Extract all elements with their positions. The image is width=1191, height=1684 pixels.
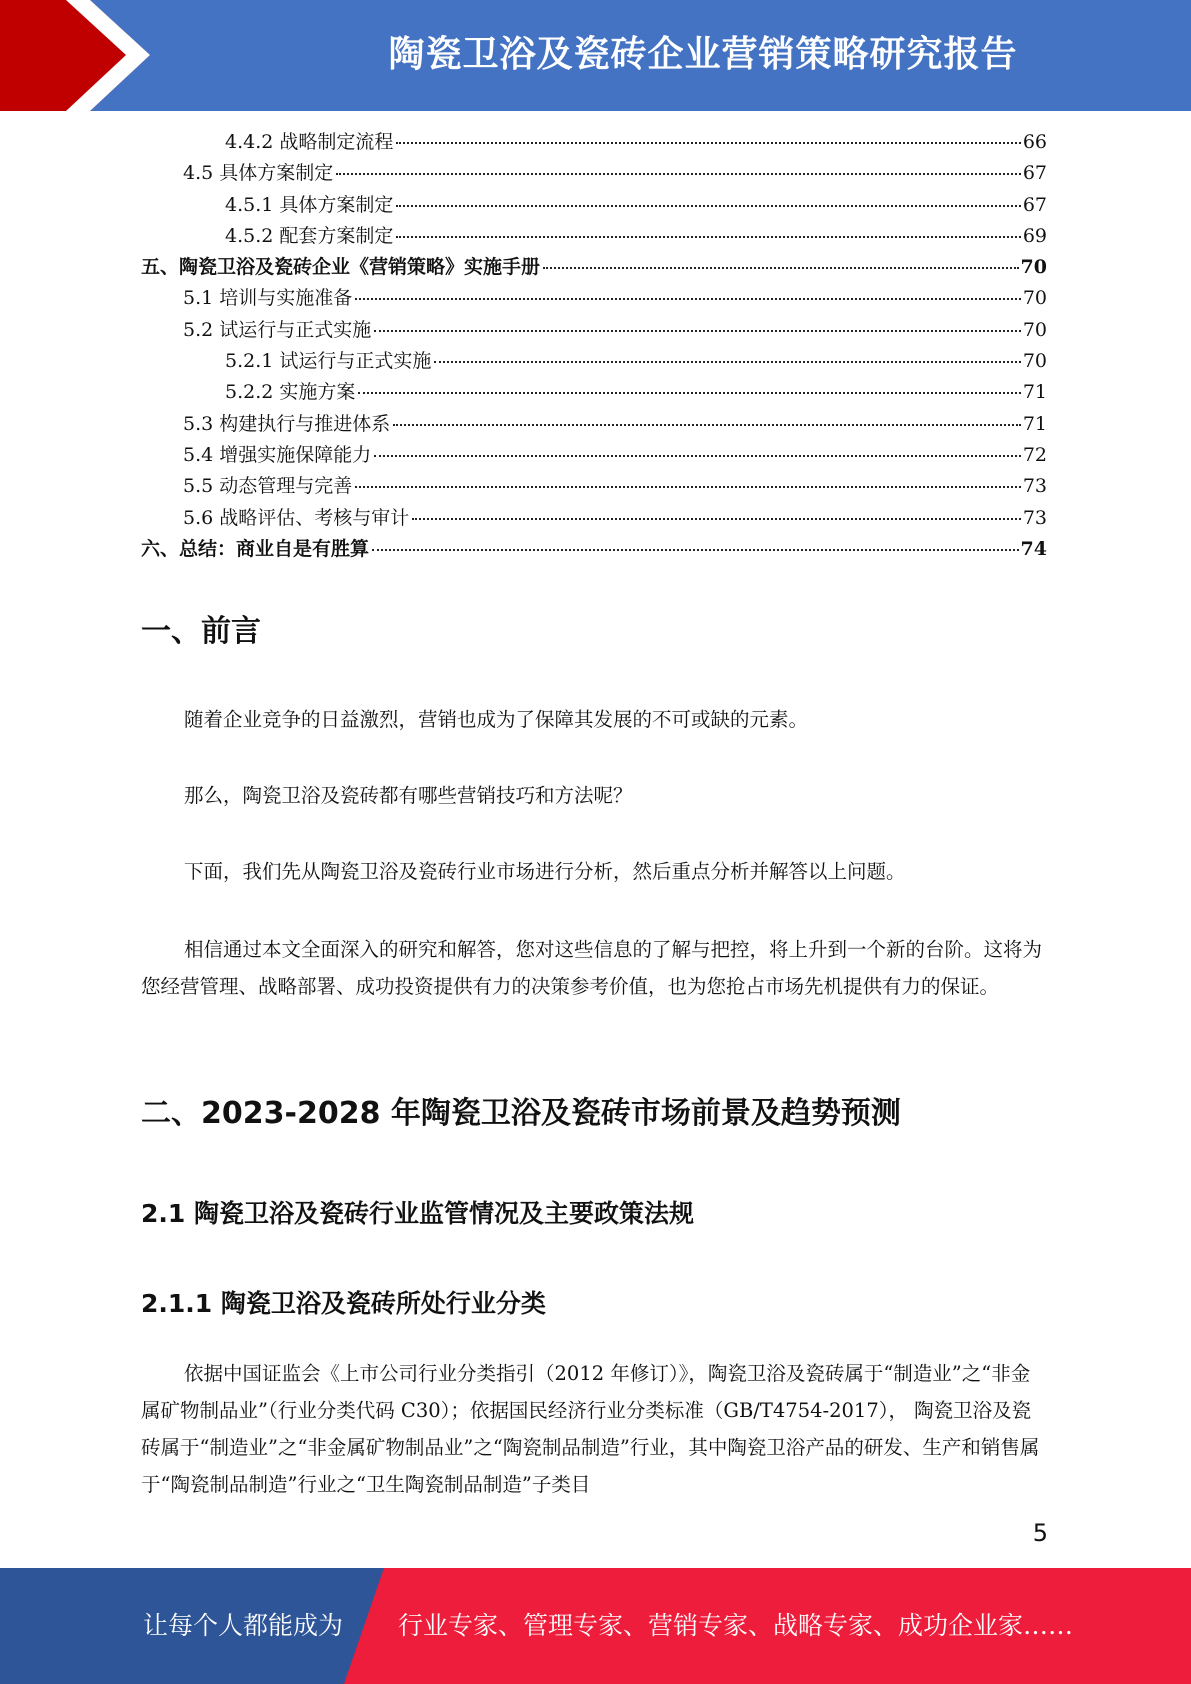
- toc-entry-page: 70: [1022, 287, 1047, 310]
- section-heading-preface: 一、前言: [141, 614, 261, 649]
- paragraph: 下面，我们先从陶瓷卫浴及瓷砖行业市场进行分析，然后重点分析并解答以上问题。: [184, 860, 906, 883]
- toc-dot-leader: [396, 236, 1020, 238]
- page-header: [0, 0, 1191, 111]
- toc-dot-leader: [336, 173, 1021, 175]
- toc-entry-title: 实施方案: [279, 381, 356, 404]
- toc-entry-page: 66: [1022, 131, 1047, 153]
- toc-entry-page: 73: [1022, 475, 1047, 498]
- subsection-heading: 2.1.1 陶瓷卫浴及瓷砖所处行业分类: [141, 1289, 546, 1318]
- toc-dot-leader: [358, 392, 1020, 394]
- subsection-heading: 2.1 陶瓷卫浴及瓷砖行业监管情况及主要政策法规: [141, 1199, 694, 1228]
- toc-entry-page: 70: [1022, 350, 1047, 373]
- toc-entry-title: 配套方案制定: [279, 224, 394, 247]
- toc-entry-title: 试运行与正式实施: [219, 318, 372, 341]
- toc-dot-leader: [396, 142, 1020, 144]
- page-footer: [0, 1568, 1191, 1684]
- toc-entry-number: 5.2.2: [225, 381, 274, 404]
- toc-entry-page: 70: [1022, 318, 1047, 341]
- toc-entry-title: 战略制定流程: [279, 131, 394, 153]
- toc-entry-number: 4.5.1: [225, 193, 274, 216]
- toc-entry-number: 5.6: [183, 506, 214, 529]
- toc-dot-leader: [393, 424, 1021, 426]
- toc-dot-leader: [355, 486, 1021, 488]
- toc-entry-title: 五、陶瓷卫浴及瓷砖企业《营销策略》实施手册: [141, 256, 541, 279]
- toc-entry-number: 4.5: [183, 162, 214, 185]
- toc-dot-leader: [396, 205, 1020, 207]
- footer-slogan-right: 行业专家、管理专家、营销专家、战略专家、成功企业家……: [398, 1611, 1074, 1640]
- toc-entry-page: 71: [1022, 412, 1047, 435]
- toc-entry-page: 70: [1020, 256, 1047, 279]
- toc-entry-title: 构建执行与推进体系: [219, 412, 391, 435]
- toc-entry-title: 培训与实施准备: [219, 287, 353, 310]
- header-title: 陶瓷卫浴及瓷砖企业营销策略研究报告: [388, 34, 1018, 75]
- toc-entry-page: 69: [1022, 224, 1047, 247]
- page-number: 5: [1032, 1519, 1048, 1547]
- toc-entry[interactable]: [141, 346, 1047, 377]
- section-heading-market-forecast: 二、2023-2028 年陶瓷卫浴及瓷砖市场前景及趋势预测: [141, 1096, 901, 1131]
- toc-dot-leader: [412, 518, 1021, 520]
- toc-dot-leader: [434, 361, 1020, 363]
- toc-entry-number: 4.5.2: [225, 224, 274, 247]
- toc-entry-title: 增强实施保障能力: [219, 443, 372, 466]
- toc-dot-leader: [374, 455, 1021, 457]
- toc-dot-leader: [543, 267, 1019, 269]
- toc-dot-leader: [374, 330, 1021, 332]
- toc-entry[interactable]: [141, 440, 1047, 471]
- toc-entry[interactable]: [141, 252, 1047, 283]
- toc-entry[interactable]: [141, 158, 1047, 189]
- toc-entry-page: 73: [1022, 506, 1047, 529]
- toc-entry-page: 71: [1022, 381, 1047, 404]
- paragraph: 那么，陶瓷卫浴及瓷砖都有哪些营销技巧和方法呢？: [184, 784, 633, 807]
- toc-entry-page: 72: [1022, 443, 1047, 466]
- toc-dot-leader: [372, 549, 1019, 551]
- toc-entry-page: 67: [1022, 193, 1047, 216]
- toc-entry-title: 动态管理与完善: [219, 475, 353, 498]
- toc-entry-number: 5.2: [183, 318, 214, 341]
- toc-entry[interactable]: [141, 471, 1047, 502]
- toc-entry[interactable]: [141, 409, 1047, 440]
- toc-entry[interactable]: [141, 221, 1047, 252]
- toc-entry-number: 5.4: [183, 443, 214, 466]
- toc-entry-title: 具体方案制定: [219, 162, 334, 185]
- toc-entry-title: 六、总结：商业自是有胜算: [141, 537, 370, 560]
- toc-entry-title: 具体方案制定: [279, 193, 394, 216]
- toc-entry-number: 5.2.1: [225, 350, 274, 373]
- table-of-contents: [141, 127, 1047, 565]
- toc-entry[interactable]: [141, 283, 1047, 314]
- paragraph: 随着企业竞争的日益激烈，营销也成为了保障其发展的不可或缺的元素。: [184, 708, 809, 731]
- toc-entry-title: 战略评估、考核与审计: [219, 506, 410, 529]
- toc-entry-page: 74: [1020, 537, 1047, 560]
- toc-entry-number: 5.5: [183, 475, 214, 498]
- toc-entry-title: 试运行与正式实施: [279, 350, 432, 373]
- toc-entry-number: 5.1: [183, 287, 214, 310]
- toc-dot-leader: [355, 298, 1021, 300]
- paragraph: 依据中国证监会《上市公司行业分类指引（2012 年修订）》，陶瓷卫浴及瓷砖属于“制造业”之“非金属矿物制品业”（行业分类代码 C30）；依据国民经济行业分类标准（GB/T4754-2017）， 陶瓷卫浴及瓷砖属于“制造业”之“非金属矿物制品业”之“陶瓷制品制造”行业，其中陶瓷卫浴产品的研发、生产和销售属于“陶瓷制品制造”行业之“卫生陶瓷制品制造”子类目: [141, 1362, 1040, 1496]
- toc-entry-page: 67: [1022, 162, 1047, 185]
- toc-entry[interactable]: [141, 190, 1047, 221]
- toc-entry-number: 5.3: [183, 412, 214, 435]
- toc-entry[interactable]: [141, 127, 1047, 158]
- paragraph: 相信通过本文全面深入的研究和解答，您对这些信息的了解与把控，将上升到一个新的台阶。这将为您经营管理、战略部署、成功投资提供有力的决策参考价值，也为您抢占市场先机提供有力的保证。: [141, 938, 1043, 998]
- footer-slogan-left: 让每个人都能成为: [143, 1611, 344, 1640]
- toc-entry-number: 4.4.2: [225, 131, 274, 153]
- toc-entry[interactable]: [141, 534, 1047, 565]
- toc-entry[interactable]: [141, 503, 1047, 534]
- toc-entry[interactable]: [141, 315, 1047, 346]
- toc-entry[interactable]: [141, 377, 1047, 408]
